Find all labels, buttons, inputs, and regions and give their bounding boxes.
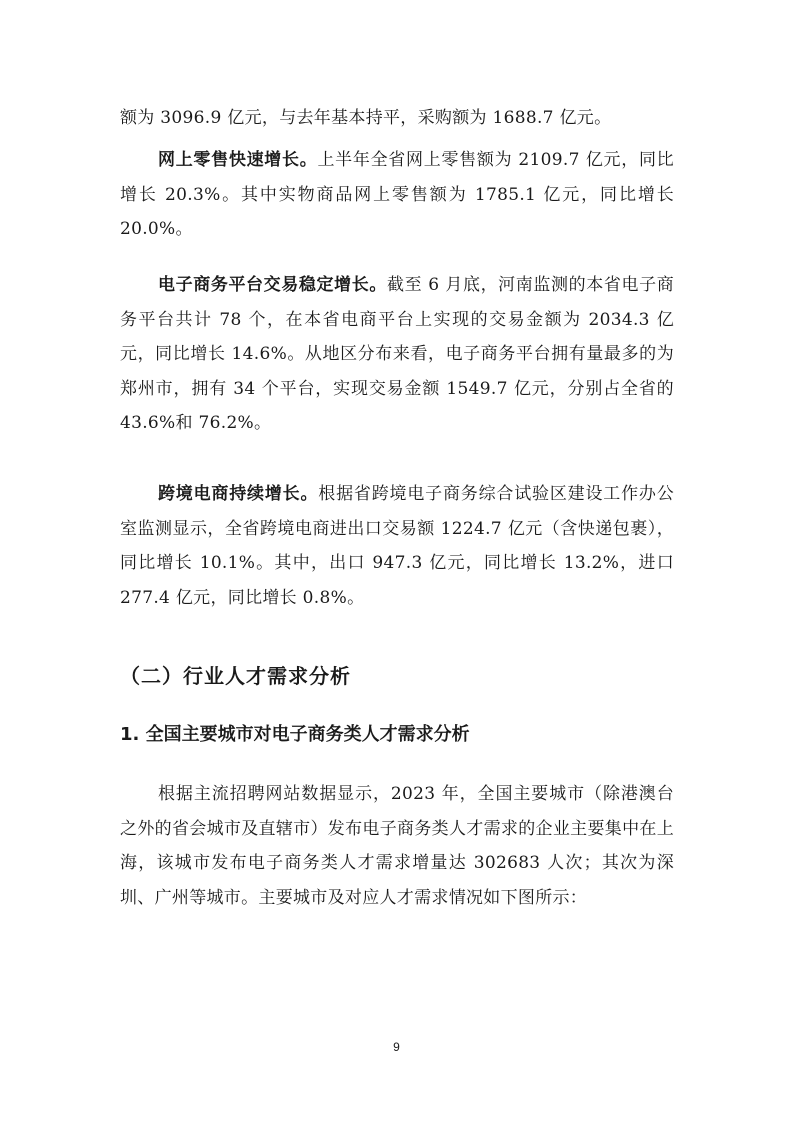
subsection-heading: 1. 全国主要城市对电子商务类人才需求分析 xyxy=(120,724,470,745)
section-heading: （二）行业人才需求分析 xyxy=(120,664,351,688)
paragraph-online-retail xyxy=(120,143,674,247)
paragraph-online-retail-heading: 网上零售快速增长。 xyxy=(158,150,318,170)
paragraph-cities-text: 根据主流招聘网站数据显示，2023 年，全国主要城市（除港澳台之外的省会城市及直辖市）发布电子商务类人才需求的企业主要集中在上海，该城市发布电子商务类人才需求增量达 302683 人次；其次为深圳、广州等城市。主要城市及对应人才需求情况如下图所示： xyxy=(120,784,674,908)
paragraph-platform xyxy=(120,268,674,441)
paragraph-continued-text: 额为 3096.9 亿元，与去年基本持平，采购额为 1688.7 亿元。 xyxy=(120,108,612,128)
paragraph-continued xyxy=(120,101,674,136)
paragraph-platform-heading: 电子商务平台交易稳定增长。 xyxy=(158,275,387,295)
paragraph-online-retail-body: 上半年全省网上零售额为 2109.7 亿元，同比增长 20.3%。其中实物商品网上零售额为 1785.1 亿元，同比增长 20.0%。 xyxy=(120,150,674,239)
paragraph-crossborder-heading: 跨境电商持续增长。 xyxy=(158,484,319,504)
paragraph-crossborder-body: 根据省跨境电子商务综合试验区建设工作办公室监测显示，全省跨境电商进出口交易额 1224.7 亿元（含快递包裹），同比增长 10.1%。其中，出口 947.3 亿元，同比增长 13.2%，进口 277.4 亿元，同比增长 0.8%。 xyxy=(120,484,674,608)
paragraph-crossborder xyxy=(120,477,674,615)
paragraph-platform-body: 截至 6 月底，河南监测的本省电子商务平台共计 78 个，在本省电商平台上实现的交易金额为 2034.3 亿元，同比增长 14.6%。从地区分布来看，电子商务平台拥有量最多的为郑州市，拥有 34 个平台，实现交易金额 1549.7 亿元，分别占全省的 43.6%和 76.2%。 xyxy=(120,275,674,433)
page-number: 9 xyxy=(393,1040,400,1054)
paragraph-cities xyxy=(120,777,674,915)
